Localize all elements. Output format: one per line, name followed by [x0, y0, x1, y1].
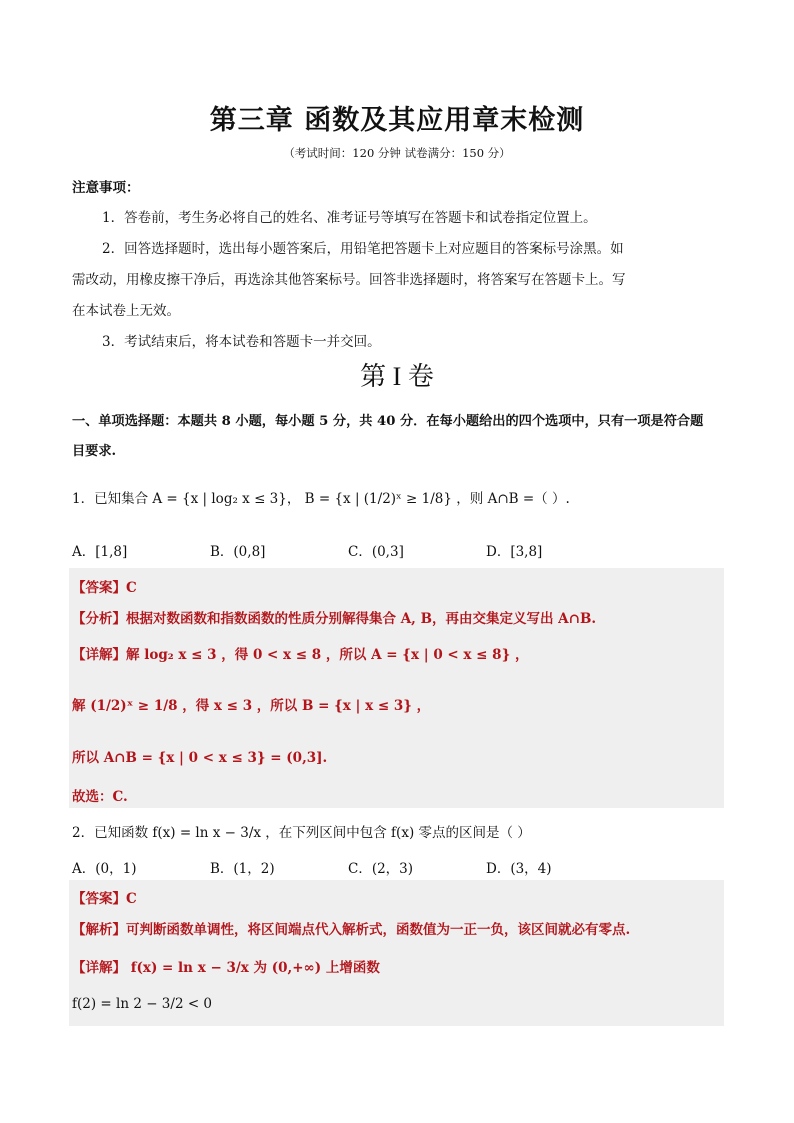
q2-analysis-tag: 【解析】: [72, 922, 126, 938]
question-1-lead: 1．已知集合: [72, 491, 149, 507]
section-heading-cont: 目要求.: [72, 444, 117, 459]
q2-option-a: A．(0，1): [72, 861, 137, 877]
q1-detail-line-3: 所以 A∩B = {x | 0 < x ≤ 3} = (0,3].: [72, 750, 328, 766]
q2-answer: 【答案】C: [72, 891, 137, 907]
q1-detail-tag: 【详解】: [72, 647, 126, 663]
exam-info: （考试时间：120 分钟 试卷满分：150 分）: [283, 146, 511, 160]
q2-analysis: [72, 918, 630, 938]
notice-item-2-cont: 需改动，用橡皮擦干净后，再选涂其他答案标号。回答非选择题时，将答案写在答题卡上。写: [72, 272, 626, 288]
q1-detail-line-2: 解 (1/2)ˣ ≥ 1/8 ，得 x ≤ 3 ，所以 B = {x | x ≤ 3} ，: [72, 698, 431, 714]
question-1-tail: ，则 A∩B =（ ）.: [456, 491, 570, 507]
q1-solution-box: [69, 568, 724, 808]
notice-item-3: 3．考试结束后，将本试卷和答题卡一并交回。: [102, 334, 381, 350]
q2-analysis-text: 可判断函数单调性，将区间端点代入解析式，函数值为一正一负，该区间就必有零点.: [126, 922, 631, 938]
q1-option-b: B．(0,8]: [210, 544, 266, 560]
notice-item-1: 1．答卷前，考生务必将自己的姓名、准考证号等填写在答题卡和试卷指定位置上。: [102, 210, 597, 226]
q2-option-c: C．(2，3): [348, 861, 414, 877]
q2-detail-line-1: f(x) = ln x − 3/x 为 (0,+∞) 上增函数: [130, 960, 380, 976]
notice-heading: 注意事项：: [72, 180, 140, 196]
q1-answer: 【答案】C: [72, 580, 137, 596]
notice-item-2-end: 在本试卷上无效。: [72, 303, 180, 319]
q1-option-d: D．[3,8]: [486, 544, 543, 560]
notice-item-2: 2．回答选择题时，选出每小题答案后，用铅笔把答题卡上对应题目的答案标号涂黑。如: [102, 241, 624, 257]
q1-option-c: C．(0,3]: [348, 544, 404, 560]
set-b: B = {x | (1/2)ˣ ≥ 1/8}: [304, 491, 452, 507]
q2-detail-tag: 【详解】: [72, 960, 126, 976]
q1-analysis-text: 根据对数函数和指数函数的性质分别解得集合 A, B，再由交集定义写出 A∩B.: [126, 611, 597, 627]
set-a: A = {x | log₂ x ≤ 3}: [152, 491, 287, 507]
q1-analysis-tag: 【分析】: [72, 611, 126, 627]
page-title: 第三章 函数及其应用章末检测: [209, 105, 585, 136]
q1-option-a: A．[1,8]: [72, 544, 128, 560]
section-heading: 一、单项选择题：本题共 8 小题，每小题 5 分，共 40 分．在每小题给出的四个选项中，只有一项是符合题: [72, 414, 704, 429]
q2-option-b: B．(1，2): [210, 861, 275, 877]
q1-detail-line-1: 解 log₂ x ≤ 3 ，得 0 < x ≤ 8 ，所以 A = {x | 0 < x ≤ 8} ，: [126, 647, 529, 663]
q2-option-d: D．(3，4): [486, 861, 552, 877]
q2-detail: [72, 956, 380, 976]
q1-conclusion: 故选：C.: [72, 789, 128, 805]
q2-detail-line-2: f(2) = ln 2 − 3/2 < 0: [72, 996, 213, 1012]
q1-detail: [72, 643, 528, 663]
question-2: 2．已知函数 f(x) = ln x − 3/x ，在下列区间中包含 f(x) 零点的区间是（ ）: [72, 825, 531, 841]
q1-analysis: [72, 607, 596, 627]
question-1: 1．已知集合 A = {x | log₂ x ≤ 3}， B = {x | (1/2)ˣ ≥ 1/8} ，则 A∩B =（ ）.: [72, 491, 570, 507]
volume-heading: 第 I 卷: [360, 362, 434, 391]
